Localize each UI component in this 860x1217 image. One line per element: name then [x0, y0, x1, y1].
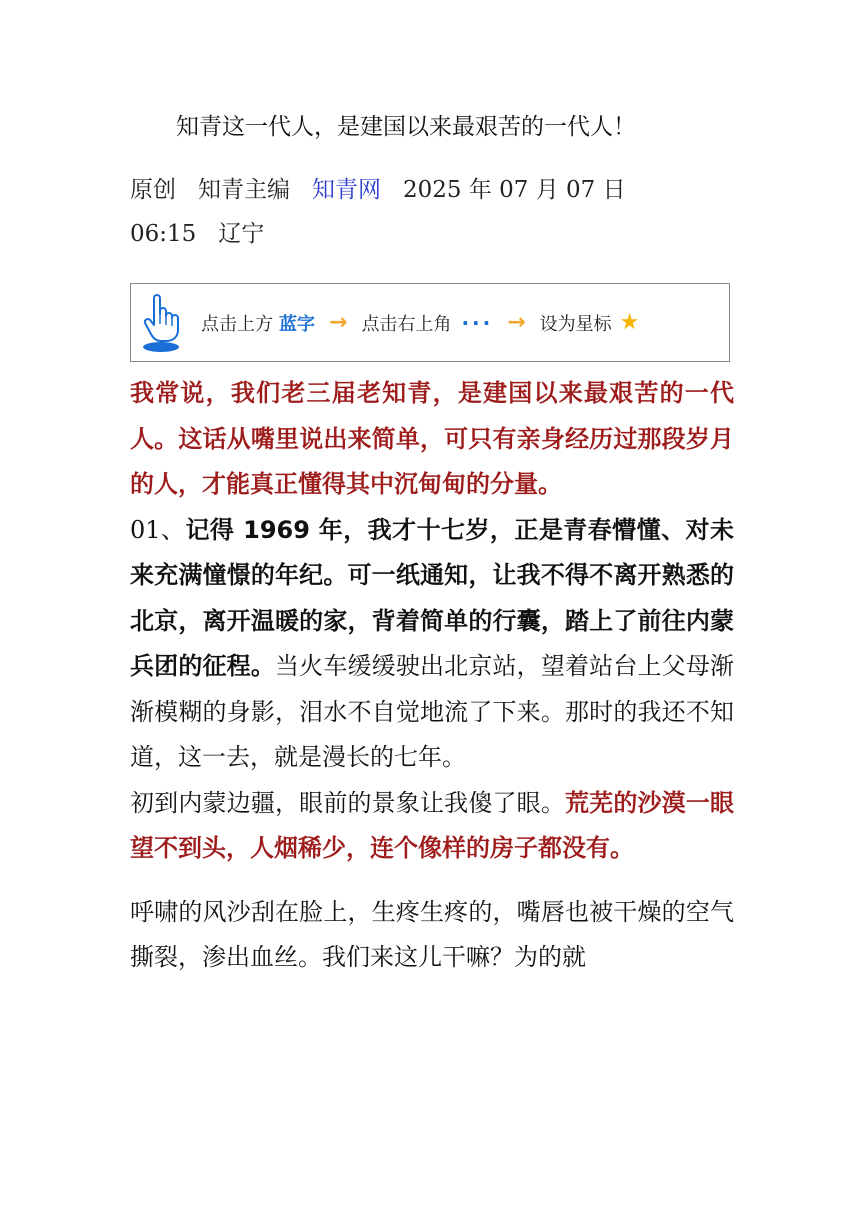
hand-pointer-icon: [141, 292, 185, 354]
arrow-right-icon: →: [507, 310, 526, 335]
banner-text-top-right: 点击右上角: [361, 313, 452, 335]
paragraph-arrival-highlight: 荒芜的沙漠一眼望不到头，人烟稀少，连个像样的房子都没有。: [130, 788, 734, 862]
banner-text-star: 设为星标: [539, 313, 612, 335]
publish-location: 辽宁: [218, 221, 265, 247]
star-icon: ★: [619, 310, 640, 335]
more-dots-icon: ···: [461, 310, 494, 335]
author-name[interactable]: 知青主编: [198, 177, 290, 203]
source-link[interactable]: 知青网: [312, 177, 381, 203]
paragraph-01-text: 当火车缓缓驶出北京站，望着站台上父母渐渐模糊的身影，泪水不自觉地流了下来。那时的我还不知道，这一去，就是漫长的七年。: [130, 652, 734, 771]
banner-blue-text[interactable]: 蓝字: [279, 313, 315, 335]
original-label: 原创: [130, 177, 176, 203]
intro-paragraph: 我常说，我们老三届老知青，是建国以来最艰苦的一代人。这话从嘴里说出来简单，可只有亲身经历过那段岁月的人，才能真正懂得其中沉甸甸的分量。: [130, 379, 734, 498]
publish-time: 06:15: [130, 221, 197, 247]
paragraph-arrival-text: 初到内蒙边疆，眼前的景象让我傻了眼。: [130, 788, 565, 817]
article-body: [130, 371, 734, 981]
banner-text-click-above: 点击上方: [201, 313, 273, 335]
follow-banner[interactable]: [130, 283, 730, 362]
paragraph-01: [130, 508, 734, 781]
arrow-right-icon: →: [329, 310, 348, 335]
paragraph-arrival: [130, 781, 734, 872]
publish-date: 2025 年 07 月 07 日: [403, 177, 626, 203]
article-title: 知青这一代人，是建国以来最艰苦的一代人！: [176, 114, 636, 140]
paragraph-wind: 呼啸的风沙刮在脸上，生疼生疼的，嘴唇也被干燥的空气撕裂，渗出血丝。我们来这儿干嘛？为的就: [130, 897, 734, 971]
article-meta: [130, 168, 690, 256]
section-number: 01、: [130, 515, 186, 544]
paragraph-01-bold: 记得 1969 年，我才十七岁，正是青春懵懂、对未来充满憧憬的年纪。可一纸通知，让我不得不离开熟悉的北京，离开温暖的家，背着简单的行囊，踏上了前往内蒙兵团的征程。: [130, 515, 734, 680]
